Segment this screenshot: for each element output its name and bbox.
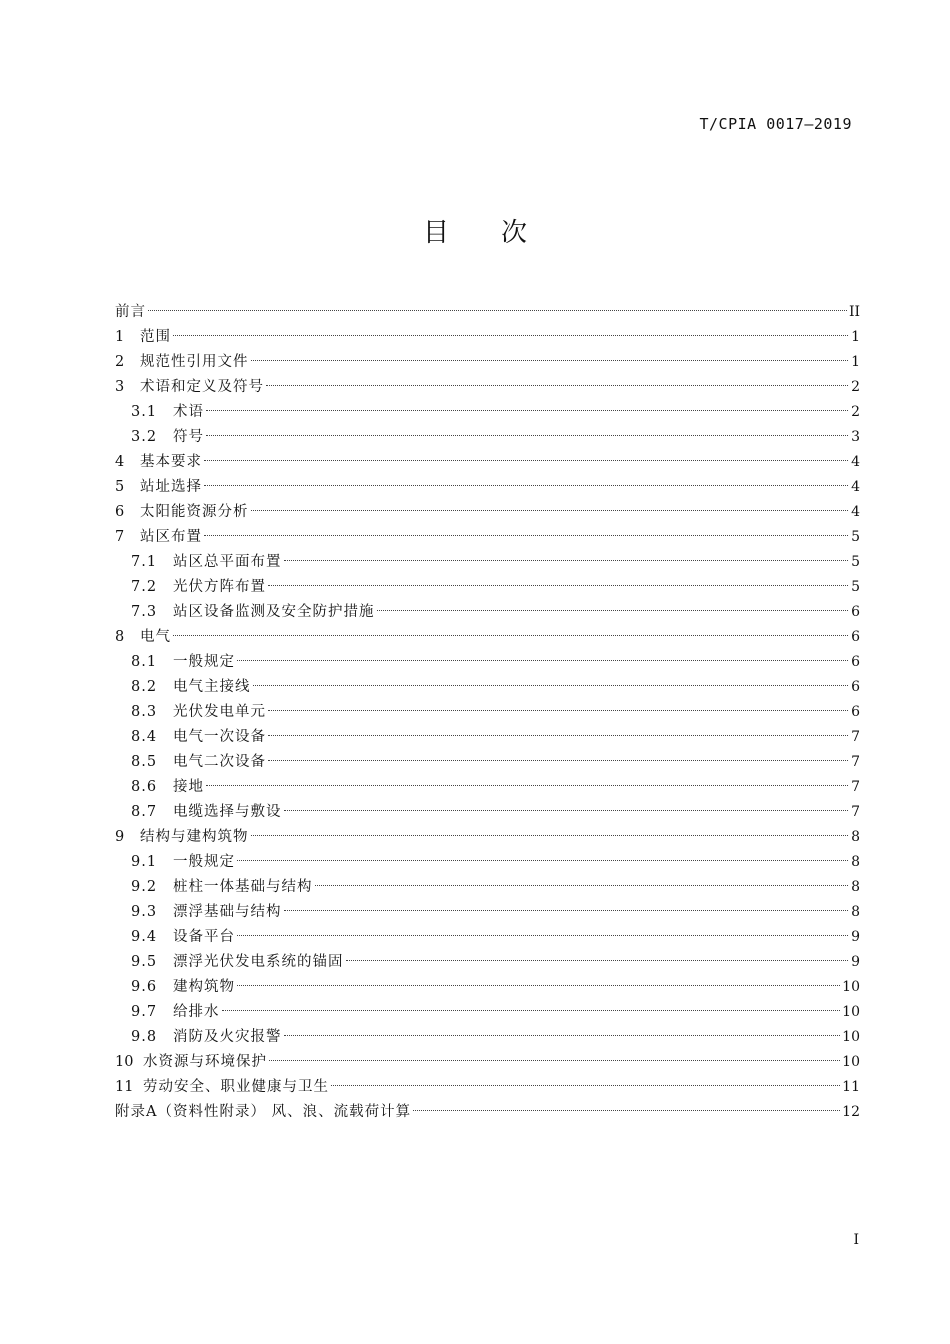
toc-entry-number: 3.1 xyxy=(131,404,158,420)
toc-entry-label: 站址选择 xyxy=(140,479,202,495)
dot-leader xyxy=(268,735,848,736)
toc-entry-number: 3 xyxy=(115,379,125,395)
toc-entry-number: 9.4 xyxy=(131,929,158,945)
dot-leader xyxy=(315,885,849,886)
toc-entry-label: 劳动安全、职业健康与卫生 xyxy=(143,1079,329,1095)
toc-entry-number: 8.6 xyxy=(131,779,158,795)
toc-entry[interactable] xyxy=(115,975,860,1000)
toc-entry[interactable] xyxy=(115,375,860,400)
toc-entry-label: 术语 xyxy=(173,404,204,420)
dot-leader xyxy=(266,385,848,386)
title-char-2: 次 xyxy=(501,218,528,248)
dot-leader xyxy=(222,1010,841,1011)
toc-entry-number: 7.1 xyxy=(131,554,158,570)
toc-entry-label: 结构与建构筑物 xyxy=(140,829,249,845)
toc-entry-number: 8.7 xyxy=(131,804,158,820)
dot-leader xyxy=(251,360,849,361)
toc-entry-page: 9 xyxy=(851,954,860,970)
toc-entry[interactable] xyxy=(115,750,860,775)
toc-entry-page: 7 xyxy=(851,729,860,745)
dot-leader xyxy=(268,760,848,761)
toc-entry-page: 10 xyxy=(842,1029,860,1045)
toc-entry-label: 规范性引用文件 xyxy=(140,354,249,370)
toc-entry[interactable] xyxy=(115,400,860,425)
dot-leader xyxy=(173,635,848,636)
toc-entry-label: 漂浮光伏发电系统的锚固 xyxy=(173,954,344,970)
dot-leader xyxy=(251,510,849,511)
toc-entry-number: 7 xyxy=(115,529,125,545)
dot-leader xyxy=(377,610,849,611)
toc-entry-page: 7 xyxy=(851,779,860,795)
toc-entry-label: 站区设备监测及安全防护措施 xyxy=(173,604,375,620)
toc-entry[interactable] xyxy=(115,425,860,450)
toc-entry[interactable] xyxy=(115,700,860,725)
toc-entry-page: 8 xyxy=(851,904,860,920)
page-number: I xyxy=(853,1232,859,1248)
toc-entry[interactable] xyxy=(115,575,860,600)
toc-entry-number: 9.8 xyxy=(131,1029,158,1045)
toc-entry-label: 电气主接线 xyxy=(173,679,251,695)
dot-leader xyxy=(206,410,848,411)
toc-entry-label: 电气二次设备 xyxy=(173,754,266,770)
toc-entry[interactable] xyxy=(115,675,860,700)
toc-entry-page: 5 xyxy=(851,529,860,545)
toc-entry-page: 4 xyxy=(851,454,860,470)
toc-entry-page: 6 xyxy=(851,679,860,695)
dot-leader xyxy=(237,860,848,861)
toc-entry-number: 6 xyxy=(115,504,125,520)
dot-leader xyxy=(253,685,849,686)
toc-entry-page: 7 xyxy=(851,754,860,770)
toc-entry-page: 8 xyxy=(851,829,860,845)
toc-entry[interactable] xyxy=(115,475,860,500)
toc-entry-number: 8.4 xyxy=(131,729,158,745)
toc-entry-number: 7.3 xyxy=(131,604,158,620)
toc-entry-label: 附录A（资料性附录） 风、浪、流载荷计算 xyxy=(115,1104,412,1120)
toc-entry-label: 漂浮基础与结构 xyxy=(173,904,282,920)
toc-entry-label: 前言 xyxy=(115,304,146,320)
dot-leader xyxy=(268,710,848,711)
toc-entry-label: 接地 xyxy=(173,779,204,795)
toc-entry-number: 11 xyxy=(115,1079,134,1095)
toc-entry-page: 6 xyxy=(851,604,860,620)
page-title xyxy=(0,212,950,249)
toc-entry-label: 桩柱一体基础与结构 xyxy=(173,879,313,895)
toc-entry[interactable] xyxy=(115,900,860,925)
dot-leader xyxy=(204,485,848,486)
toc-entry-number: 9.5 xyxy=(131,954,158,970)
toc-entry-number: 4 xyxy=(115,454,125,470)
toc-entry-page: 2 xyxy=(851,404,860,420)
toc-entry-label: 一般规定 xyxy=(173,654,235,670)
toc-entry[interactable] xyxy=(115,875,860,900)
toc-entry-page: 1 xyxy=(851,354,860,370)
toc-entry[interactable] xyxy=(115,650,860,675)
toc-entry-number: 9.1 xyxy=(131,854,158,870)
toc-entry[interactable] xyxy=(115,1075,860,1100)
toc-entry[interactable] xyxy=(115,450,860,475)
toc-entry[interactable] xyxy=(115,925,860,950)
dot-leader xyxy=(251,835,849,836)
dot-leader xyxy=(204,460,848,461)
toc-entry-number: 1 xyxy=(115,329,125,345)
toc-entry-page: 8 xyxy=(851,879,860,895)
toc-entry-number: 8.2 xyxy=(131,679,158,695)
toc-entry-number: 9 xyxy=(115,829,125,845)
toc-entry-page: 6 xyxy=(851,629,860,645)
toc-entry-label: 消防及火灾报警 xyxy=(173,1029,282,1045)
dot-leader xyxy=(346,960,849,961)
toc-entry[interactable] xyxy=(115,775,860,800)
toc-entry-number: 9.2 xyxy=(131,879,158,895)
toc-entry[interactable] xyxy=(115,1100,860,1125)
toc-entry-label: 基本要求 xyxy=(140,454,202,470)
toc-entry-number: 9.6 xyxy=(131,979,158,995)
toc-entry[interactable] xyxy=(115,550,860,575)
dot-leader xyxy=(148,310,847,311)
toc-entry-page: 6 xyxy=(851,654,860,670)
toc-entry[interactable] xyxy=(115,500,860,525)
dot-leader xyxy=(173,335,848,336)
toc-entry-page: 4 xyxy=(851,504,860,520)
toc-entry-number: 2 xyxy=(115,354,125,370)
dot-leader xyxy=(331,1085,840,1086)
toc-entry-number: 8.5 xyxy=(131,754,158,770)
toc-entry-page: 11 xyxy=(842,1079,860,1095)
toc-entry-label: 太阳能资源分析 xyxy=(140,504,249,520)
document-code: T/CPIA 0017—2019 xyxy=(699,115,852,133)
toc-entry-page: 12 xyxy=(842,1104,860,1120)
table-of-contents xyxy=(115,300,860,1125)
toc-entry-number: 10 xyxy=(115,1054,134,1070)
toc-entry[interactable] xyxy=(115,950,860,975)
toc-entry-label: 光伏方阵布置 xyxy=(173,579,266,595)
toc-entry[interactable] xyxy=(115,525,860,550)
toc-entry-page: 10 xyxy=(842,979,860,995)
toc-entry-label: 电气 xyxy=(140,629,171,645)
toc-entry-page: 8 xyxy=(851,854,860,870)
toc-entry-page: 5 xyxy=(851,554,860,570)
toc-entry[interactable] xyxy=(115,350,860,375)
dot-leader xyxy=(269,1060,840,1061)
toc-entry-number: 7.2 xyxy=(131,579,158,595)
dot-leader xyxy=(237,985,840,986)
toc-entry-label: 范围 xyxy=(140,329,171,345)
toc-entry-label: 符号 xyxy=(173,429,204,445)
toc-entry-label: 电气一次设备 xyxy=(173,729,266,745)
toc-entry-number: 9.7 xyxy=(131,1004,158,1020)
toc-entry-number: 8.1 xyxy=(131,654,158,670)
toc-entry-page: 9 xyxy=(851,929,860,945)
toc-entry-number: 9.3 xyxy=(131,904,158,920)
toc-entry[interactable] xyxy=(115,600,860,625)
toc-entry-number: 3.2 xyxy=(131,429,158,445)
toc-entry-page: 10 xyxy=(842,1004,860,1020)
dot-leader xyxy=(284,560,849,561)
dot-leader xyxy=(237,660,848,661)
toc-entry[interactable] xyxy=(115,1025,860,1050)
toc-entry-label: 站区布置 xyxy=(140,529,202,545)
dot-leader xyxy=(204,535,848,536)
toc-entry-page: II xyxy=(848,304,860,320)
toc-entry-label: 光伏发电单元 xyxy=(173,704,266,720)
toc-entry-label: 水资源与环境保护 xyxy=(143,1054,267,1070)
title-char-1: 目 xyxy=(422,218,449,248)
dot-leader xyxy=(206,435,848,436)
dot-leader xyxy=(284,910,849,911)
toc-entry-page: 1 xyxy=(851,329,860,345)
toc-entry[interactable] xyxy=(115,825,860,850)
toc-entry-number: 5 xyxy=(115,479,125,495)
toc-entry-label: 术语和定义及符号 xyxy=(140,379,264,395)
dot-leader xyxy=(206,785,848,786)
toc-entry[interactable] xyxy=(115,325,860,350)
toc-entry[interactable] xyxy=(115,1000,860,1025)
dot-leader xyxy=(284,810,849,811)
dot-leader xyxy=(284,1035,841,1036)
toc-entry-page: 7 xyxy=(851,804,860,820)
toc-entry[interactable] xyxy=(115,850,860,875)
toc-entry-page: 5 xyxy=(851,579,860,595)
toc-entry-label: 电缆选择与敷设 xyxy=(173,804,282,820)
toc-entry-label: 一般规定 xyxy=(173,854,235,870)
dot-leader xyxy=(413,1110,840,1111)
toc-entry[interactable] xyxy=(115,800,860,825)
toc-entry-number: 8.3 xyxy=(131,704,158,720)
dot-leader xyxy=(237,935,848,936)
toc-entry-label: 给排水 xyxy=(173,1004,220,1020)
toc-entry[interactable] xyxy=(115,300,860,325)
toc-entry-label: 设备平台 xyxy=(173,929,235,945)
toc-entry-page: 2 xyxy=(851,379,860,395)
toc-entry-page: 10 xyxy=(842,1054,860,1070)
toc-entry[interactable] xyxy=(115,725,860,750)
dot-leader xyxy=(268,585,848,586)
toc-entry-page: 6 xyxy=(851,704,860,720)
toc-entry[interactable] xyxy=(115,625,860,650)
toc-entry-label: 建构筑物 xyxy=(173,979,235,995)
toc-entry-number: 8 xyxy=(115,629,125,645)
toc-entry[interactable] xyxy=(115,1050,860,1075)
toc-entry-page: 4 xyxy=(851,479,860,495)
toc-entry-page: 3 xyxy=(851,429,860,445)
toc-entry-label: 站区总平面布置 xyxy=(173,554,282,570)
